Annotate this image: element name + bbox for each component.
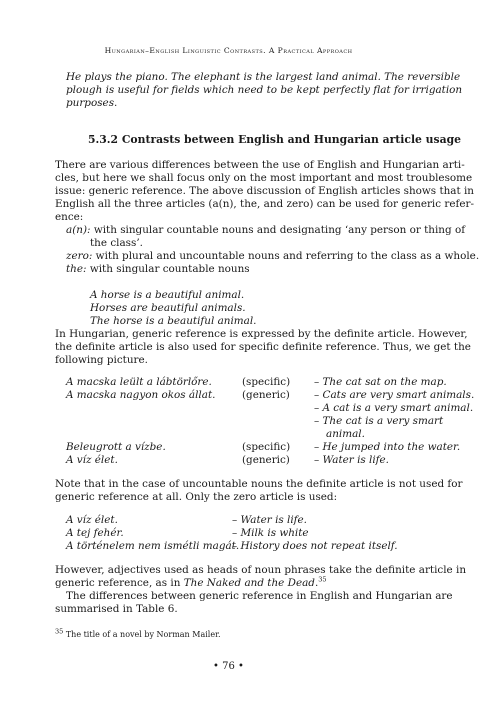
para3-line-2: generic reference at all. Only the zero article is used: [55, 491, 338, 503]
footnote-text: The title of a novel by Norman Mailer. [65, 630, 221, 639]
table1-type-1: (specific) [242, 376, 291, 388]
table1-hu-1: A macska leült a lábtörlőre. [66, 376, 212, 388]
table1-en-2c: – The cat is a very smart [314, 415, 444, 427]
article-term-the: the: [66, 263, 87, 275]
table1-en-2a: – Cats are very smart animals. [314, 389, 475, 401]
intro-example-line-3: purposes. [66, 97, 118, 109]
table2-en-3: – History does not repeat itself. [232, 540, 398, 552]
table1-en-1: – The cat sat on the map. [314, 376, 447, 388]
para2-line-1: In Hungarian, generic reference is expressed by the definite article. However, [55, 328, 468, 340]
section-heading: 5.3.2 Contrasts between English and Hungarian article usage [88, 133, 462, 146]
example1-line-1: A horse is a beautiful animal. [90, 289, 245, 301]
table1-en-2b: – A cat is a very smart animal. [314, 402, 474, 414]
para1-line-1: There are various differences between the use of English and Hungarian arti- [55, 159, 465, 171]
table1-en-3: – He jumped into the water. [314, 441, 461, 453]
table1-hu-3: Beleugrott a vízbe. [66, 441, 166, 453]
article-desc-zero: with plural and uncountable nouns and referring to the class as a whole. [95, 250, 479, 262]
footnote [55, 627, 221, 639]
article-desc-an-2: the class’. [90, 237, 143, 249]
novel-title: The Naked and the Dead [183, 577, 315, 589]
table2-en-2: – Milk is white [232, 527, 309, 539]
table1-en-2d: animal. [326, 428, 365, 440]
table2-hu-1: A víz élet. [66, 514, 118, 526]
table1-type-4: (generic) [242, 454, 290, 466]
table1-type-3: (specific) [242, 441, 291, 453]
intro-example-line-1: He plays the piano. The elephant is the largest land animal. The reversible [66, 71, 461, 83]
table1-hu-2: A macska nagyon okos állat. [66, 389, 216, 401]
table2-en-1: – Water is life. [232, 514, 307, 526]
para2-line-2: the definite article is also used for specific definite reference. Thus, we get the [55, 341, 471, 353]
para4-line-1: However, adjectives used as heads of noun phrases take the definite article in [55, 564, 467, 576]
article-desc-an-1: with singular countable nouns and designating ‘any person or thing of [93, 224, 466, 236]
article-term-zero: zero: [66, 250, 93, 262]
page-number: • 76 • [213, 661, 244, 672]
example1-line-3: The horse is a beautiful animal. [90, 315, 257, 327]
article-item-zero [66, 250, 479, 263]
table2-hu-2: A tej fehér. [66, 527, 124, 539]
para1-line-2: cles, but here we shall focus only on the most important and most troublesome [55, 172, 473, 184]
running-header: Hungarian–English Linguistic Contrasts. A Practical Approach [104, 46, 353, 55]
para4-line-2-post: . [314, 577, 319, 589]
table1-en-4: – Water is life. [314, 454, 389, 466]
intro-example-line-2: plough is useful for fields which need to be kept perfectly flat for irrigation [66, 84, 463, 96]
footnote-ref: 35 [318, 575, 327, 584]
para3-line-1: Note that in the case of uncountable nouns the definite article is not used for [55, 478, 463, 490]
footnote-number: 35 [55, 627, 64, 636]
para2-line-3: following picture. [55, 354, 148, 366]
article-term-an: a(n): [66, 224, 91, 236]
para1-line-5: ence: [55, 211, 84, 223]
para4-line-2 [55, 577, 327, 590]
para5-line-2: summarised in Table 6. [55, 603, 178, 615]
para5-line-1: The differences between generic reference in English and Hungarian are [66, 590, 453, 602]
para4-line-2-pre: generic reference, as in [55, 577, 184, 589]
table1-type-2: (generic) [242, 389, 290, 401]
example1-line-2: Horses are beautiful animals. [90, 302, 246, 314]
table1-hu-4: A víz élet. [66, 454, 118, 466]
article-desc-the: with singular countable nouns [89, 263, 250, 275]
para1-line-4: English all the three articles (a(n), the, and zero) can be used for generic refer- [55, 198, 474, 210]
article-item-an [66, 224, 465, 237]
table2-hu-3: A történelem nem ismétli magát. [66, 540, 240, 552]
article-item-the [66, 263, 250, 276]
para1-line-3: issue: generic reference. The above discussion of English articles shows that in [55, 185, 474, 197]
